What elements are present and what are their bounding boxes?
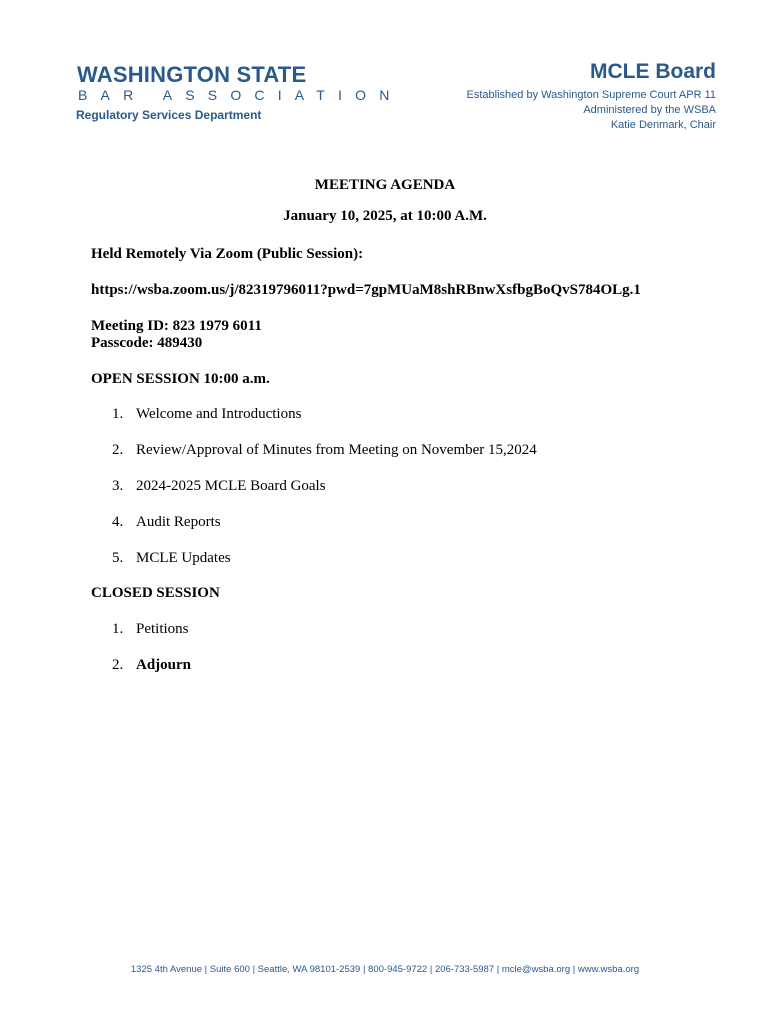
list-item-text: Audit Reports (136, 514, 221, 530)
open-session-heading: OPEN SESSION 10:00 a.m. (91, 371, 270, 387)
list-item-number: 5. (112, 550, 124, 566)
list-item-text: Petitions (136, 621, 189, 637)
list-item-text: Review/Approval of Minutes from Meeting on November 15,2024 (136, 442, 537, 458)
agenda-title: MEETING AGENDA (314, 177, 456, 193)
wsba-logo-subtitle: BAR ASSOCIATION (78, 87, 403, 103)
chair-line: Katie Denmark, Chair (610, 119, 716, 131)
list-item (112, 550, 231, 567)
department-name: Regulatory Services Department (76, 108, 262, 122)
list-item-text: Adjourn (136, 657, 192, 673)
list-item-text: 2024-2025 MCLE Board Goals (136, 478, 326, 494)
list-item (112, 621, 189, 638)
administered-line: Administered by the WSBA (583, 104, 716, 116)
list-item-number: 4. (112, 514, 124, 530)
list-item (112, 406, 301, 423)
established-line: Established by Washington Supreme Court APR 11 (466, 89, 716, 101)
list-item (112, 514, 221, 531)
board-title: MCLE Board (590, 60, 716, 83)
meeting-date: January 10, 2025, at 10:00 A.M. (283, 208, 487, 224)
list-item-number: 1. (112, 406, 124, 422)
wsba-logo-title: WASHINGTON STATE (77, 62, 307, 87)
list-item (112, 442, 537, 459)
closed-session-heading: CLOSED SESSION (91, 585, 220, 601)
list-item-number: 1. (112, 621, 124, 637)
footer-contact: 1325 4th Avenue | Suite 600 | Seattle, WA 98101-2539 | 800-945-9722 | 206-733-5987 | mcle@wsba.org | www.wsba.org (130, 964, 640, 975)
passcode: Passcode: 489430 (91, 335, 203, 351)
meeting-id: Meeting ID: 823 1979 6011 (91, 318, 262, 334)
list-item-number: 2. (112, 442, 124, 458)
list-item (112, 657, 191, 674)
list-item-text: Welcome and Introductions (136, 406, 302, 422)
list-item (112, 478, 326, 495)
list-item-text: MCLE Updates (136, 550, 231, 566)
list-item-number: 3. (112, 478, 124, 494)
held-remotely-label: Held Remotely Via Zoom (Public Session): (91, 246, 364, 262)
zoom-link[interactable]: https://wsba.zoom.us/j/82319796011?pwd=7gpMUaM8shRBnwXsfbgBoQvS784OLg.1 (91, 282, 641, 298)
list-item-number: 2. (112, 657, 124, 673)
